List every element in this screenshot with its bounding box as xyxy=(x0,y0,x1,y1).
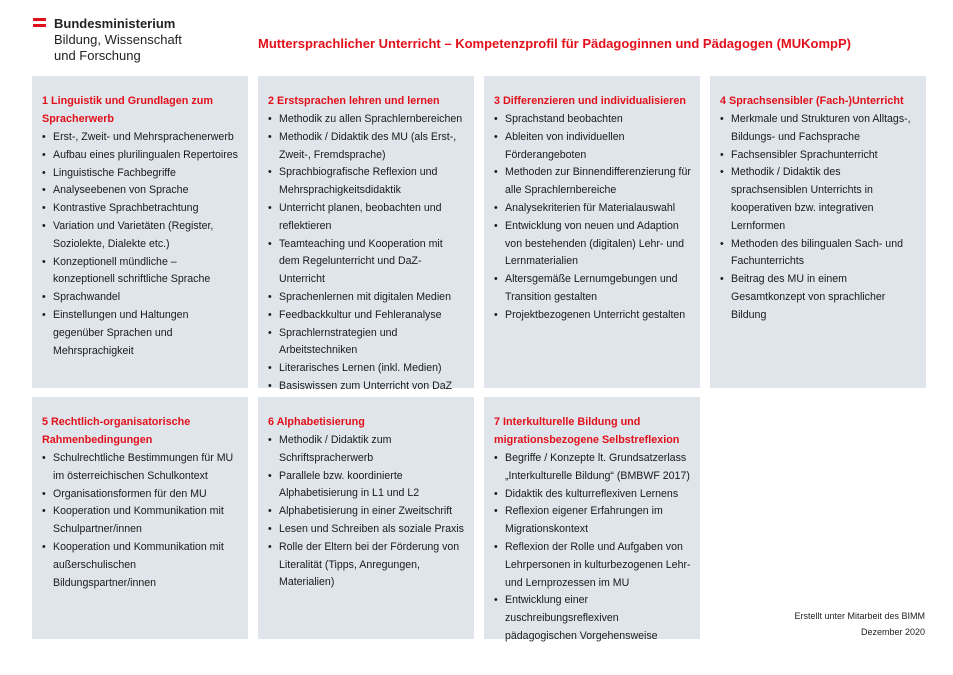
card-list xyxy=(42,450,240,592)
list-item: • Analyseebenen von Sprache xyxy=(42,182,240,200)
competence-card-1 xyxy=(32,76,248,388)
list-item: • Einstellungen und Haltungen gegenüber Sprachen und Mehrsprachigkeit xyxy=(42,307,240,360)
card-title: 3 Differenzieren und individualisieren xyxy=(494,95,686,107)
list-item: • Organisationsformen für den MU xyxy=(42,486,240,504)
list-item: • Fachsensibler Sprachunterricht xyxy=(720,147,918,165)
list-item: • Kontrastive Sprachbetrachtung xyxy=(42,200,240,218)
list-item: • Alphabetisierung in einer Zweitschrift xyxy=(268,503,466,521)
list-item: • Beitrag des MU in einem Gesamtkonzept von sprachlicher Bildung xyxy=(720,271,918,324)
card-title: 6 Alphabetisierung xyxy=(268,416,365,428)
competence-card-6 xyxy=(258,397,474,639)
card-list xyxy=(42,129,240,360)
list-item: • Sprachlernstrategien und Arbeitstechniken xyxy=(268,325,466,361)
austrian-flag-icon xyxy=(33,18,46,27)
list-item: • Altersgemäße Lernumgebungen und Transition gestalten xyxy=(494,271,692,307)
list-item: • Merkmale und Strukturen von Alltags-, Bildungs- und Fachsprache xyxy=(720,111,918,147)
list-item: • Sprachenlernen mit digitalen Medien xyxy=(268,289,466,307)
list-item: • Methodik / Didaktik zum Schriftspracherwerb xyxy=(268,432,466,468)
list-item: • Projektbezogenen Unterricht gestalten xyxy=(494,307,692,325)
card-list xyxy=(268,111,466,396)
card-title: 2 Erstsprachen lehren und lernen xyxy=(268,95,440,107)
card-list xyxy=(720,111,918,325)
list-item: • Methodik zu allen Sprachlernbereichen xyxy=(268,111,466,129)
list-item: • Sprachstand beobachten xyxy=(494,111,692,129)
competence-card-7 xyxy=(484,397,700,642)
competence-card-4 xyxy=(710,76,926,388)
list-item: • Lesen und Schreiben als soziale Praxis xyxy=(268,521,466,539)
list-item: • Schulrechtliche Bestimmungen für MU im österreichischen Schulkontext xyxy=(42,450,240,486)
footer-date: Dezember 2020 xyxy=(860,627,925,637)
list-item: • Methodik / Didaktik des sprachsensiblen Unterrichts in kooperativen bzw. integrativen Lernformen xyxy=(720,164,918,235)
list-item: • Feedbackkultur und Fehleranalyse xyxy=(268,307,466,325)
list-item: • Aufbau eines plurilingualen Repertoires xyxy=(42,147,240,165)
card-title: 1 Linguistik und Grundlagen zum Spracherwerb xyxy=(42,95,213,125)
logo-text xyxy=(54,16,254,64)
logo-line-1: Bundesministerium xyxy=(54,16,176,31)
list-item: • Konzeptionell mündliche – konzeptionell schriftliche Sprache xyxy=(42,254,240,290)
list-item: • Entwicklung einer zuschreibungsreflexiven pädagogischen Vorgehensweise xyxy=(494,592,692,645)
list-item: • Methodik / Didaktik des MU (als Erst-, Zweit-, Fremdsprache) xyxy=(268,129,466,165)
list-item: • Sprachwandel xyxy=(42,289,240,307)
list-item: • Ableiten von individuellen Förderangeboten xyxy=(494,129,692,165)
list-item: • Literarisches Lernen (inkl. Medien) xyxy=(268,360,466,378)
competence-card-2 xyxy=(258,76,474,392)
card-list xyxy=(494,450,692,646)
list-item: • Parallele bzw. koordinierte Alphabetisierung in L1 und L2 xyxy=(268,468,466,504)
card-list xyxy=(494,111,692,325)
list-item: • Basiswissen zum Unterricht von DaZ xyxy=(268,378,466,396)
list-item: • Rolle der Eltern bei der Förderung von Literalität (Tipps, Anregungen, Materialien) xyxy=(268,539,466,592)
list-item: • Unterricht planen, beobachten und reflektieren xyxy=(268,200,466,236)
footer-credit-line: Erstellt unter Mitarbeit des BIMM xyxy=(794,611,925,621)
list-item: • Reflexion der Rolle und Aufgaben von Lehrpersonen in kulturbezogenen Lehr- und Lernprozessen im MU xyxy=(494,539,692,592)
card-title: 7 Interkulturelle Bildung und migrationsbezogene Selbstreflexion xyxy=(494,416,680,446)
logo-line-3: und Forschung xyxy=(54,48,141,63)
list-item: • Methoden des bilingualen Sach- und Fachunterrichts xyxy=(720,236,918,272)
list-item: • Didaktik des kulturreflexiven Lernens xyxy=(494,486,692,504)
card-title: 4 Sprachsensibler (Fach-)Unterricht xyxy=(720,95,904,107)
card-list xyxy=(268,432,466,592)
list-item: • Kooperation und Kommunikation mit Schulpartner/innen xyxy=(42,503,240,539)
competence-card-5 xyxy=(32,397,248,639)
footer-credit xyxy=(794,608,925,640)
page-title: Muttersprachlicher Unterricht – Kompetenzprofil für Pädagoginnen und Pädagogen (MUKompP) xyxy=(258,36,851,51)
list-item: • Analysekriterien für Materialauswahl xyxy=(494,200,692,218)
list-item: • Linguistische Fachbegriffe xyxy=(42,165,240,183)
list-item: • Erst-, Zweit- und Mehrsprachenerwerb xyxy=(42,129,240,147)
list-item: • Teamteaching und Kooperation mit dem Regelunterricht und DaZ-Unterricht xyxy=(268,236,466,289)
list-item: • Sprachbiografische Reflexion und Mehrsprachigkeitsdidaktik xyxy=(268,164,466,200)
card-title: 5 Rechtlich-organisatorische Rahmenbedingungen xyxy=(42,416,191,446)
list-item: • Variation und Varietäten (Register, Soziolekte, Dialekte etc.) xyxy=(42,218,240,254)
competence-card-3 xyxy=(484,76,700,388)
list-item: • Begriffe / Konzepte lt. Grundsatzerlass „Interkulturelle Bildung“ (BMBWF 2017) xyxy=(494,450,692,486)
list-item: • Kooperation und Kommunikation mit außerschulischen Bildungspartner/innen xyxy=(42,539,240,592)
list-item: • Reflexion eigener Erfahrungen im Migrationskontext xyxy=(494,503,692,539)
logo-line-2: Bildung, Wissenschaft xyxy=(54,32,182,47)
list-item: • Entwicklung von neuen und Adaption von bestehenden (digitalen) Lehr- und Lernmaterialien xyxy=(494,218,692,271)
list-item: • Methoden zur Binnendifferenzierung für alle Sprachlernbereiche xyxy=(494,164,692,200)
